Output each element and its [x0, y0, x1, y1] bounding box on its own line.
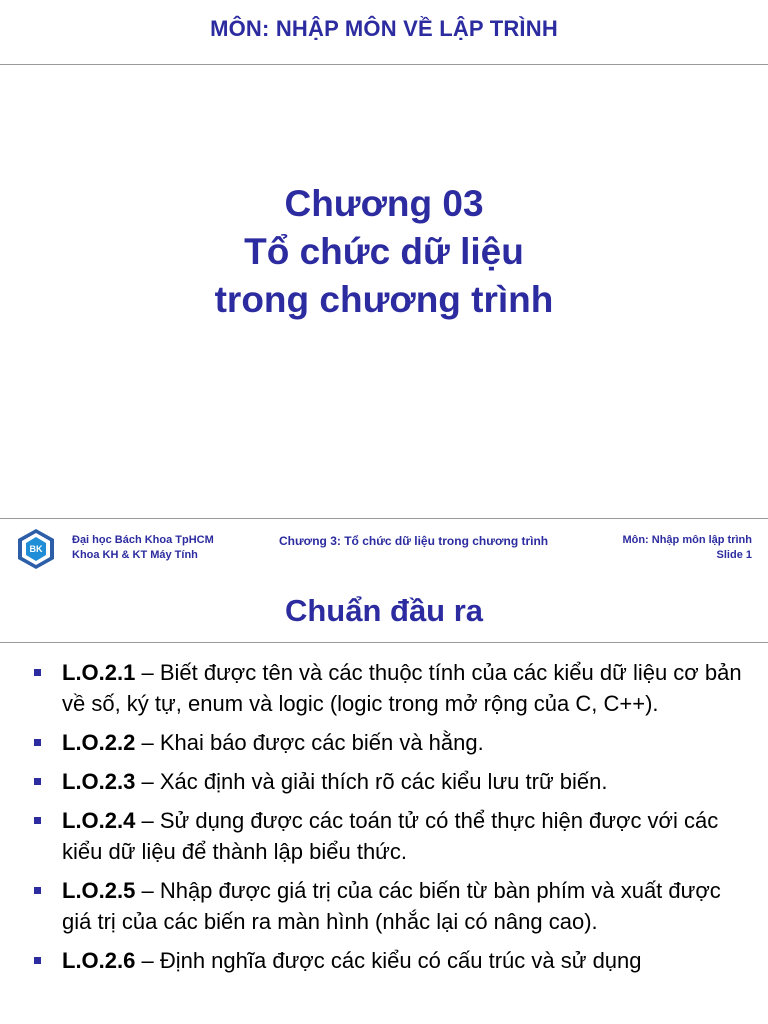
logo-text: BK	[29, 544, 43, 554]
footer-university: Đại học Bách Khoa TpHCM	[72, 534, 214, 546]
square-bullet-icon	[34, 817, 41, 824]
outcome-code: L.O.2.4	[62, 808, 136, 833]
outcome-code: L.O.2.6	[62, 948, 136, 973]
footer-institution	[72, 533, 214, 563]
outcome-text: – Sử dụng được các toán tử có thể thực hiện được với các kiểu dữ liệu để thành lập biểu thức.	[62, 808, 719, 864]
list-item	[32, 805, 746, 867]
title-divider	[0, 642, 768, 643]
outcome-text: – Nhập được giá trị của các biến từ bàn phím và xuất được giá trị của các biến ra màn hình (nhắc lại có nâng cao).	[62, 878, 721, 934]
outcome-text: – Định nghĩa được các kiểu có cấu trúc và sử dụng	[135, 948, 642, 973]
list-item	[32, 945, 746, 976]
outcome-code: L.O.2.1	[62, 660, 136, 685]
header-divider	[0, 64, 768, 65]
outcome-code: L.O.2.3	[62, 769, 136, 794]
list-item	[32, 766, 746, 797]
university-logo	[14, 527, 58, 571]
footer-course-info	[622, 533, 752, 563]
chapter-title	[0, 180, 768, 324]
list-item	[32, 657, 746, 719]
square-bullet-icon	[34, 778, 41, 785]
footer-chapter: Chương 3: Tổ chức dữ liệu trong chương trình	[279, 534, 549, 548]
outcome-code: L.O.2.2	[62, 730, 136, 755]
chapter-title-line-2: Tổ chức dữ liệu	[244, 231, 524, 272]
chapter-title-line-1: Chương 03	[284, 183, 484, 224]
outcome-text: – Khai báo được các biến và hằng.	[135, 730, 484, 755]
list-item	[32, 727, 746, 758]
square-bullet-icon	[34, 887, 41, 894]
slide-2	[0, 575, 768, 1024]
square-bullet-icon	[34, 669, 41, 676]
footer-course: Môn: Nhập môn lập trình	[622, 534, 752, 546]
footer-slide-number: Slide 1	[716, 549, 752, 561]
footer-divider	[0, 518, 768, 519]
footer-faculty: Khoa KH & KT Máy Tính	[72, 549, 198, 561]
slide-title: Chuẩn đầu ra	[284, 593, 484, 628]
course-header: MÔN: NHẬP MÔN VỀ LẬP TRÌNH	[210, 16, 558, 41]
list-item	[32, 875, 746, 937]
learning-outcomes-list	[32, 657, 746, 984]
chapter-title-line-3: trong chương trình	[214, 279, 554, 320]
outcome-text: – Xác định và giải thích rõ các kiểu lưu trữ biến.	[135, 769, 608, 794]
square-bullet-icon	[34, 957, 41, 964]
square-bullet-icon	[34, 739, 41, 746]
outcome-text: – Biết được tên và các thuộc tính của các kiểu dữ liệu cơ bản về số, ký tự, enum và logic (logic trong mở rộng của C, C++).	[62, 660, 742, 716]
outcome-code: L.O.2.5	[62, 878, 136, 903]
